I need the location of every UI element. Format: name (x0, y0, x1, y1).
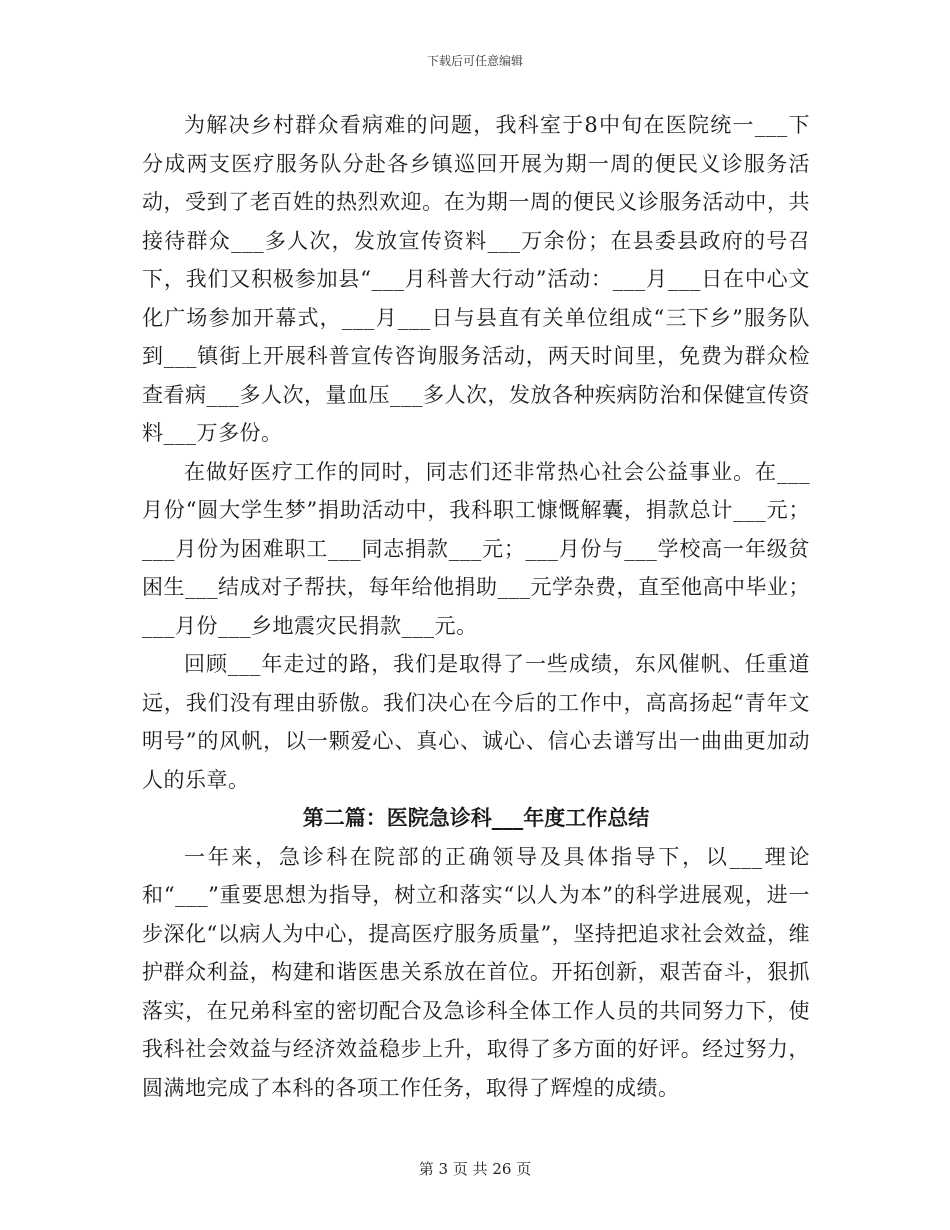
document-body (142, 106, 810, 1107)
header-note: 下载后可任意编辑 (426, 54, 523, 68)
paragraph-2: 在做好医疗工作的同时，同志们还非常热心社会公益事业。在___月份“圆大学生梦”捐助活动中，我科职工慷慨解囊，捐款总计___元；___月份为困难职工___同志捐款___元；___月份与___学校高一年级贫困生___结成对子帮扶，每年给他捐助___元学杂费，直至他高中毕业；___月份___乡地震灾民捐款___元。 (142, 459, 810, 638)
paragraph-1: 为解决乡村群众看病难的问题，我科室于8中旬在医院统一___下分成两支医疗服务队分赴各乡镇巡回开展为期一周的便民义诊服务活动，受到了老百姓的热烈欢迎。在为期一周的便民义诊服务活动中，共接待群众___多人次，发放宣传资料___万余份；在县委县政府的号召下，我们又积极参加县“___月科普大行动”活动：___月___日在中心文化广场参加开幕式，___月___日与县直有关单位组成“三下乡”服务队到___镇街上开展科普宣传咨询服务活动，两天时间里，免费为群众检查看病___多人次，量血压___多人次，发放各种疾病防治和保健宣传资料___万多份。 (142, 113, 810, 445)
section-paragraph: 一年来，急诊科在院部的正确领导及具体指导下，以___理论和“___”重要思想为指导，树立和落实“以人为本”的科学进展观，进一步深化“以病人为中心，提高医疗服务质量”，坚持把追求社会效益，维护群众利益，构建和谐医患关系放在首位。开拓创新，艰苦奋斗，狠抓落实，在兄弟科室的密切配合及急诊科全体工作人员的共同努力下，使我科社会效益与经济效益稳步上升，取得了多方面的好评。经过努力，圆满地完成了本科的各项工作任务，取得了辉煌的成绩。 (142, 844, 810, 1100)
section-title: 第二篇：医院急诊科___年度工作总结 (302, 806, 650, 830)
page-number: 第 3 页 共 26 页 (418, 1160, 532, 1178)
paragraph-3: 回顾___年走过的路，我们是取得了一些成绩，东风催帆、任重道远，我们没有理由骄傲。我们决心在今后的工作中，高高扬起“青年文明号”的风帆，以一颗爱心、真心、诚心、信心去谱写出一曲曲更加动人的乐章。 (142, 652, 810, 792)
